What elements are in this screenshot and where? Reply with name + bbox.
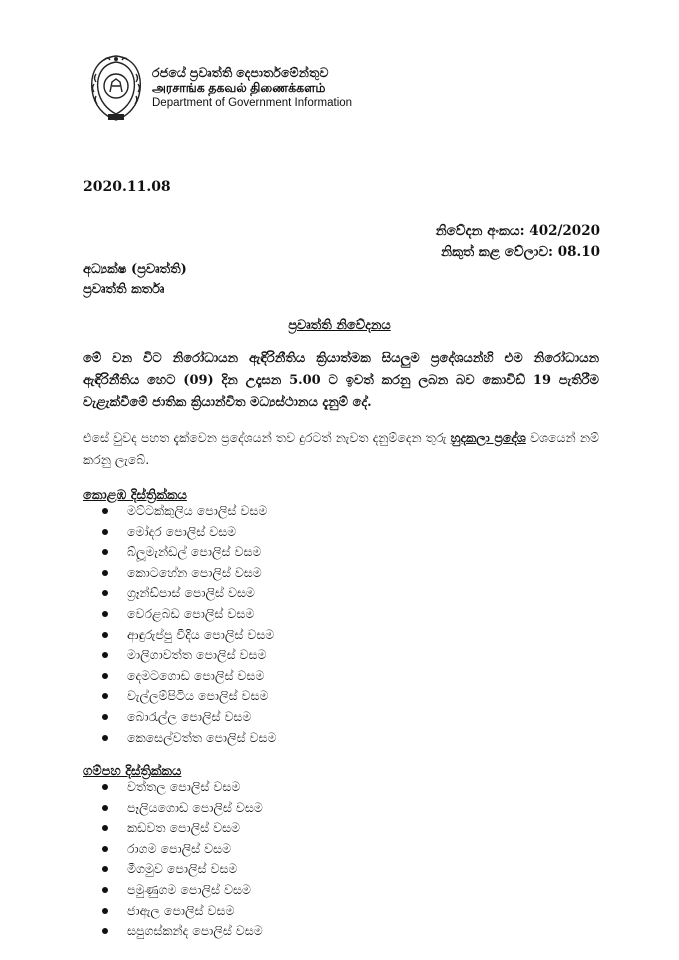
bullet-icon bbox=[102, 611, 108, 617]
bullet-icon bbox=[102, 693, 108, 699]
release-number: නිවේදන අංකය: 402/2020 bbox=[435, 223, 600, 239]
list-item bbox=[102, 901, 263, 922]
agency-name-tamil: அரசாங்க தகவல் திணைக்களம் bbox=[152, 81, 326, 95]
district-heading-colombo: කොළඹ දිස්ත්‍රික්කය bbox=[83, 488, 187, 503]
bullet-icon bbox=[102, 825, 108, 831]
list-item bbox=[102, 645, 277, 666]
list-item bbox=[102, 839, 263, 860]
bullet-icon bbox=[102, 866, 108, 872]
station-name: ආඳුරුප්පු වීදිය පොලිස් වසම bbox=[127, 626, 275, 642]
document-subject: ප්‍රවෘත්ති නිවේදනය bbox=[288, 318, 391, 333]
station-name: වැල්ලම්පිටිය පොලිස් වසම bbox=[127, 688, 269, 704]
station-name: මීගමුව පොලිස් වසම bbox=[127, 861, 238, 877]
colombo-station-list bbox=[102, 501, 277, 748]
isolated-areas-emphasis: හුදකලා ප්‍රදේශ bbox=[450, 430, 526, 445]
addressee-block bbox=[83, 260, 187, 300]
bullet-icon bbox=[102, 887, 108, 893]
bullet-icon bbox=[102, 673, 108, 679]
station-name: බොරැල්ල පොලිස් වසම bbox=[127, 708, 252, 724]
station-name: පමුණුගම පොලිස් වසම bbox=[127, 881, 251, 897]
bullet-icon bbox=[102, 549, 108, 555]
agency-name-sinhala: රජයේ ප්‍රවෘත්ති දෙපාර්තමේන්තුව bbox=[152, 66, 329, 80]
list-item bbox=[102, 686, 277, 707]
list-item bbox=[102, 777, 263, 798]
station-name: සපුගස්කන්ද පොලිස් වසම bbox=[127, 923, 263, 939]
list-item bbox=[102, 818, 263, 839]
bullet-icon bbox=[102, 590, 108, 596]
bullet-icon bbox=[102, 714, 108, 720]
bullet-icon bbox=[102, 529, 108, 535]
reference-block bbox=[436, 221, 600, 263]
list-item bbox=[102, 798, 263, 819]
list-item bbox=[102, 728, 277, 749]
letterhead bbox=[84, 52, 384, 126]
station-name: රාගම පොලිස් වසම bbox=[127, 840, 232, 856]
list-item bbox=[102, 921, 263, 942]
agency-name-english: Department of Government Information bbox=[152, 97, 353, 109]
bullet-icon bbox=[102, 928, 108, 934]
agency-name bbox=[152, 66, 352, 111]
station-name: දෙමටගොඩ පොලිස් වසම bbox=[127, 667, 265, 683]
addressee-line-1: අධ්‍යක්ෂ (ප්‍රවෘත්ති) bbox=[83, 262, 187, 277]
station-name: ජාඇල පොලිස් වසම bbox=[127, 902, 235, 918]
station-name: මට්ටක්කුලිය පොලිස් වසම bbox=[127, 503, 268, 518]
bullet-icon bbox=[102, 735, 108, 741]
release-date: 2020.11.08 bbox=[83, 179, 171, 195]
bullet-icon bbox=[102, 652, 108, 658]
station-name: බ්ලූමැන්ඩල් පොලිස් වසම bbox=[127, 544, 262, 560]
paragraph-2-text-before: එසේ වුවද පහත දැක්වෙන ප්‍රදේශයන් තව දුරටත් නැවත දනුම්දෙන තුරු bbox=[83, 430, 451, 445]
bullet-icon bbox=[102, 784, 108, 790]
bullet-icon bbox=[102, 846, 108, 852]
station-name: ග්‍රෑන්ඩ්පාස් පොලිස් වසම bbox=[127, 585, 255, 601]
station-name: වත්තල පොලිස් වසම bbox=[127, 779, 241, 794]
gampaha-station-list bbox=[102, 777, 263, 942]
station-name: වෙරළබඩ පොලිස් වසම bbox=[127, 605, 255, 621]
list-item bbox=[102, 542, 277, 563]
station-name: කෙසෙල්වත්ත පොලිස් වසම bbox=[127, 729, 277, 745]
bullet-icon bbox=[102, 508, 108, 514]
bullet-icon bbox=[102, 805, 108, 811]
list-item bbox=[102, 625, 277, 646]
sri-lanka-emblem-icon bbox=[84, 52, 148, 124]
list-item bbox=[102, 666, 277, 687]
station-name: පෑලියගොඩ පොලිස් වසම bbox=[127, 799, 263, 815]
release-time: නිකුත් කළ වේලාව: 08.10 bbox=[441, 244, 600, 260]
paragraph-isolated-areas bbox=[83, 427, 599, 471]
paragraph-2-text-after: වශයෙන් නම් කරනු ලැබේ. bbox=[83, 430, 599, 467]
station-name: කොටහේන පොලිස් වසම bbox=[127, 564, 262, 580]
bullet-icon bbox=[102, 632, 108, 638]
list-item bbox=[102, 859, 263, 880]
paragraph-curfew-lifted: මේ වන විට නිරෝධායන ඇඳිරිනීතිය ක්‍රියාත්මක සියලුම ප්‍රදේශයන්හි එම නිරෝධායන ඇඳිරිනීතිය හෙට (09) දින උදෑසන 5.00 ට ඉවත් කරනු ලබන බව කොවිඩ් 19 පැතිරීම වැළැක්වීමේ ජාතික ක්‍රියාන්විත මධ්‍යස්ථානය දැනුම් දේ. bbox=[83, 351, 599, 410]
bullet-icon bbox=[102, 908, 108, 914]
list-item bbox=[102, 880, 263, 901]
station-name: කඩවත පොලිස් වසම bbox=[127, 820, 241, 836]
station-name: මාලිගාවත්ත පොලිස් වසම bbox=[127, 647, 267, 663]
list-item bbox=[102, 604, 277, 625]
list-item bbox=[102, 501, 277, 522]
addressee-line-2: ප්‍රවෘත්ති කර්තෘ bbox=[83, 282, 165, 297]
district-heading-gampaha: ගම්පහ දිස්ත්‍රික්කය bbox=[83, 764, 182, 779]
list-item bbox=[102, 563, 277, 584]
bullet-icon bbox=[102, 570, 108, 576]
list-item bbox=[102, 707, 277, 728]
list-item bbox=[102, 583, 277, 604]
station-name: මෝදර පොලිස් වසම bbox=[127, 523, 237, 539]
list-item bbox=[102, 522, 277, 543]
